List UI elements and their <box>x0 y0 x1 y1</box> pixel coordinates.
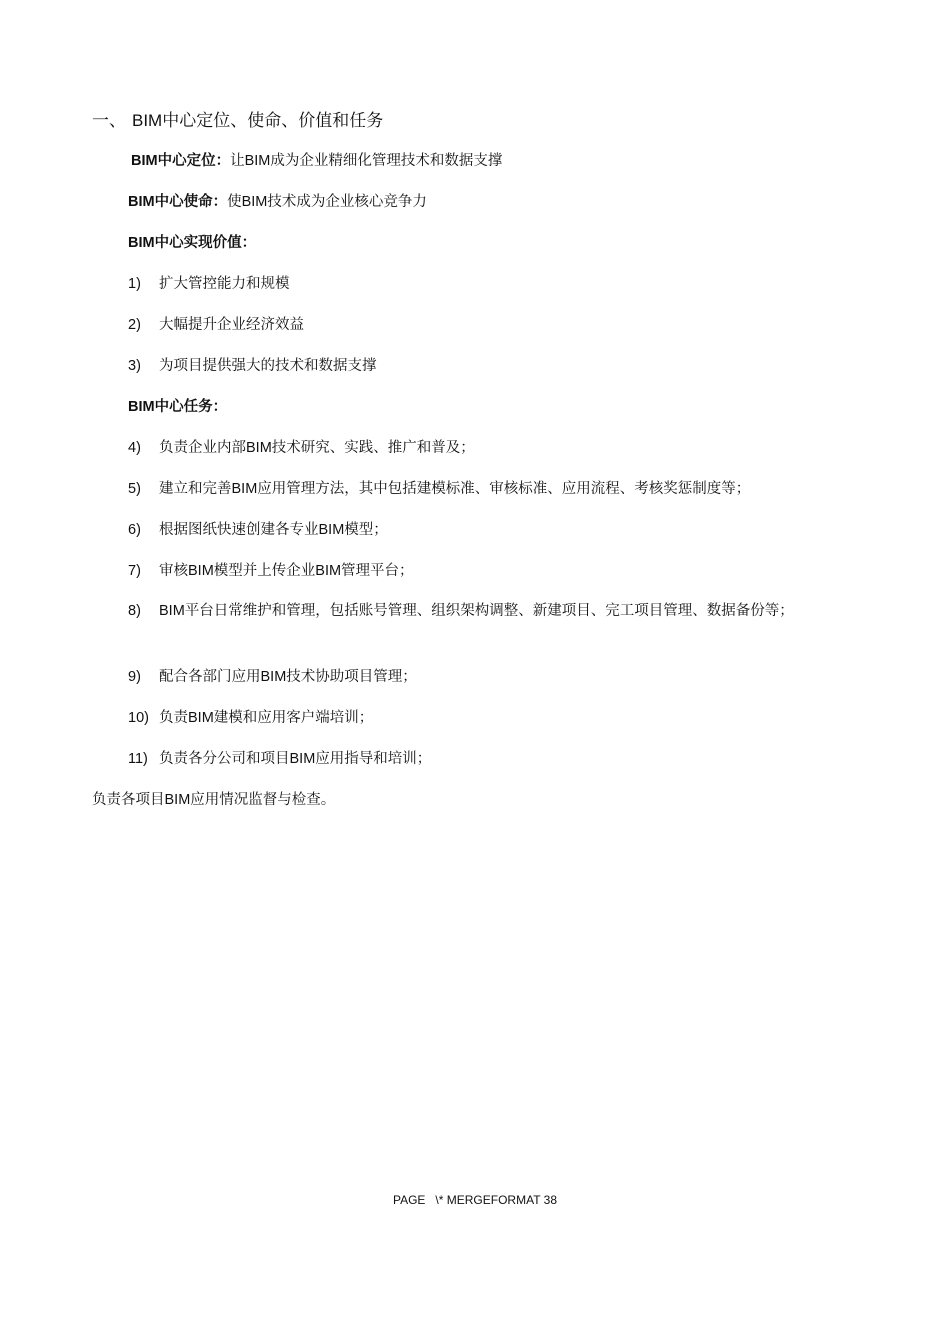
list-item <box>128 746 868 772</box>
list-item <box>128 353 868 379</box>
list-item <box>128 705 868 731</box>
list-item-number: 3) <box>128 358 141 374</box>
list-item-number: 9) <box>128 669 141 685</box>
list-item-text: 负责各分公司和项目BIM应用指导和培训； <box>159 751 432 767</box>
list-item-number: 1) <box>128 276 141 292</box>
list-item <box>128 598 868 624</box>
mission-label: BIM中心使命： <box>128 194 228 210</box>
value-heading <box>128 232 256 254</box>
list-item-number: 8) <box>128 603 141 619</box>
list-item-number: 2) <box>128 317 141 333</box>
list-item-text: 建立和完善BIM应用管理方法，其中包括建模标准、审核标准、应用流程、考核奖惩制度等； <box>159 481 751 497</box>
positioning-label: BIM中心定位： <box>131 153 231 169</box>
list-item-text: 大幅提升企业经济效益 <box>159 317 304 333</box>
list-item <box>128 476 868 502</box>
page-footer-field: PAGE \* MERGEFORMAT 38 <box>392 1193 558 1207</box>
list-item-text: 为项目提供强大的技术和数据支撑 <box>159 358 377 374</box>
section-number: 一、 <box>92 111 126 130</box>
positioning-paragraph <box>131 150 502 172</box>
section-heading <box>92 108 383 134</box>
list-item-text: 负责BIM建模和应用客户端培训； <box>159 710 374 726</box>
list-item-number: 10) <box>128 710 149 726</box>
list-item-number: 4) <box>128 440 141 456</box>
list-item-text: 审核BIM模型并上传企业BIM管理平台； <box>159 563 414 579</box>
section-title: BIM中心定位、使命、价值和任务 <box>132 111 384 130</box>
mission-paragraph <box>128 191 427 213</box>
list-item <box>128 664 868 690</box>
list-item-number: 6) <box>128 522 141 538</box>
positioning-text: 让BIM成为企业精细化管理技术和数据支撑 <box>230 153 503 169</box>
list-item-text: 配合各部门应用BIM技术协助项目管理； <box>159 669 417 685</box>
list-item <box>128 517 868 543</box>
list-item-number: 5) <box>128 481 141 497</box>
list-item <box>128 271 868 297</box>
tasks-heading <box>128 396 227 418</box>
value-label: BIM中心实现价值： <box>128 235 257 251</box>
closing-paragraph: 负责各项目BIM应用情况监督与检查。 <box>92 792 336 808</box>
list-item-number: 11) <box>128 751 148 767</box>
list-item-text: BIM平台日常维护和管理，包括账号管理、组织架构调整、新建项目、完工项目管理、数据备份等； <box>159 603 794 619</box>
list-item-number: 7) <box>128 563 141 579</box>
tasks-label: BIM中心任务： <box>128 399 228 415</box>
list-item-text: 根据图纸快速创建各专业BIM模型； <box>159 522 388 538</box>
list-item <box>128 558 868 584</box>
mission-text: 使BIM技术成为企业核心竞争力 <box>227 194 427 210</box>
list-item <box>128 435 868 461</box>
list-item-text: 扩大管控能力和规模 <box>159 276 290 292</box>
list-item-text: 负责企业内部BIM技术研究、实践、推广和普及； <box>159 440 475 456</box>
list-item <box>128 312 868 338</box>
